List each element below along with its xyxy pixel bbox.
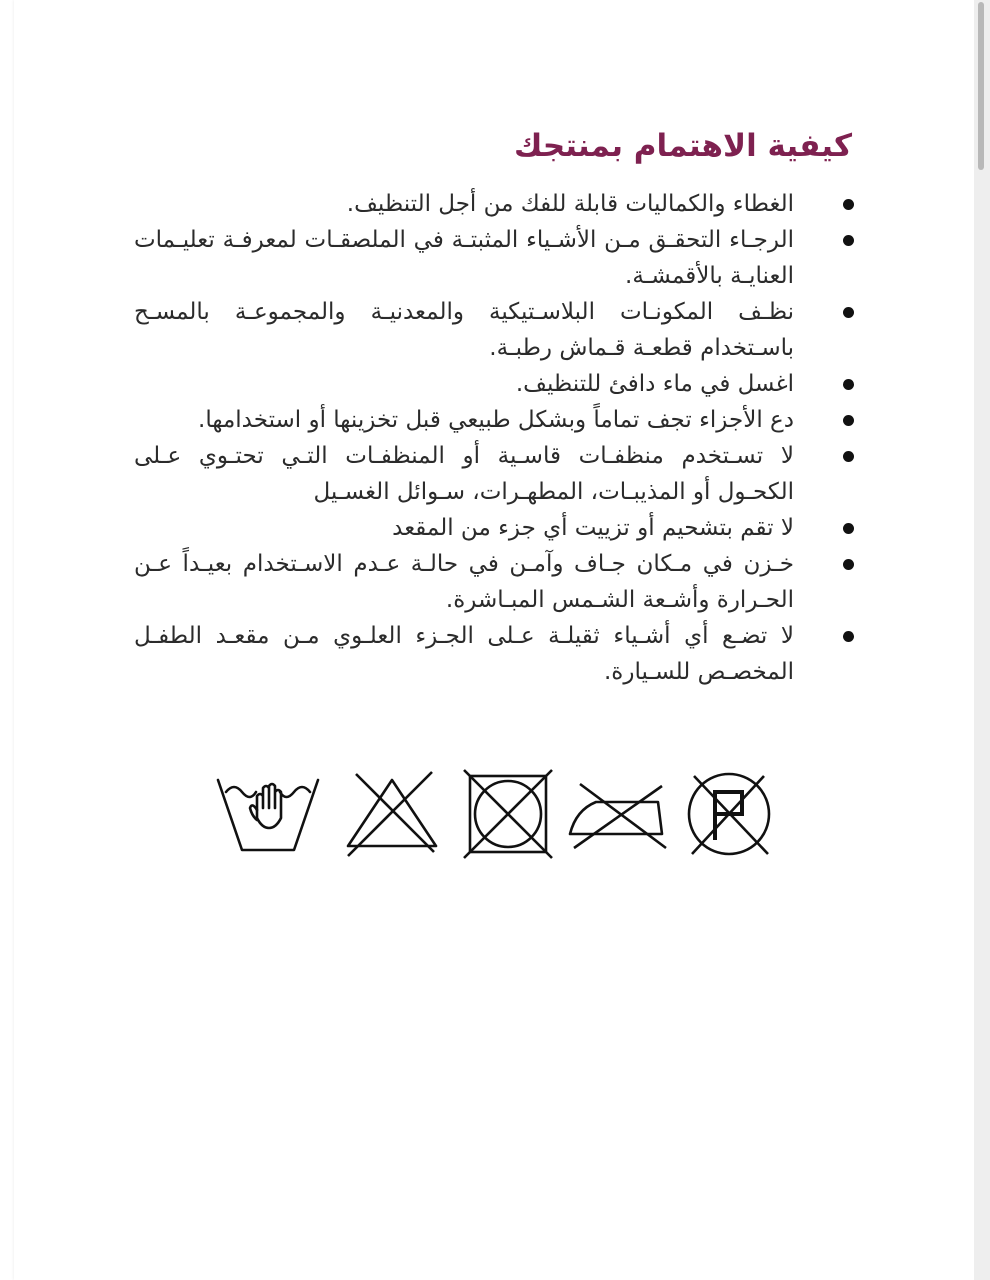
list-item-text: اغسل في ماء دافئ للتنظيف. — [515, 371, 794, 397]
do-not-tumble-dry-icon — [462, 768, 554, 864]
list-item — [134, 366, 856, 402]
bullet-icon — [843, 451, 854, 462]
do-not-dry-clean-icon — [684, 768, 774, 864]
list-item-text: لا تقم بتشحيم أو تزييت أي جزء من المقعد — [392, 515, 794, 541]
care-instructions-list — [134, 186, 856, 690]
list-item — [134, 222, 856, 294]
do-not-bleach-icon — [338, 768, 446, 864]
list-item-text: خـزن في مـكان جـاف وآمـن في حالـة عـدم الاسـتخدام بعيـداً عـن الحـرارة وأشـعة الشـمس المبـاشرة. — [134, 551, 794, 613]
list-item — [134, 186, 856, 222]
bullet-icon — [843, 307, 854, 318]
bullet-icon — [843, 199, 854, 210]
care-symbols-row — [214, 768, 774, 864]
list-item-text: نظـف المكونـات البلاسـتيكية والمعدنيـة والمجموعـة بالمسـح باسـتخدام قطعـة قـماش رطبـة. — [134, 299, 794, 361]
bullet-icon — [843, 523, 854, 534]
list-item-text: لا تضـع أي أشـياء ثقيلـة عـلى الجـزء العلـوي مـن مقعـد الطفـل المخصـص للسـيارة. — [134, 623, 794, 685]
scrollbar-track[interactable] — [974, 0, 990, 1280]
scrollbar-thumb[interactable] — [978, 2, 984, 170]
bullet-icon — [843, 631, 854, 642]
do-not-iron-icon — [566, 768, 670, 864]
list-item — [134, 510, 856, 546]
bullet-icon — [843, 415, 854, 426]
page-title: كيفية الاهتمام بمنتجك — [514, 128, 852, 164]
list-item — [134, 402, 856, 438]
bullet-icon — [843, 559, 854, 570]
list-item-text: الرجـاء التحقـق مـن الأشـياء المثبتـة في الملصقـات لمعرفـة تعليـمات العنايـة بالأقمشـة. — [134, 227, 794, 289]
hand-wash-icon — [214, 768, 322, 864]
list-item — [134, 294, 856, 366]
list-item — [134, 438, 856, 510]
bullet-icon — [843, 379, 854, 390]
list-item — [134, 546, 856, 618]
list-item-text: الغطاء والكماليات قابلة للفك من أجل التنظيف. — [346, 191, 794, 217]
list-item-text: دع الأجزاء تجف تماماً وبشكل طبيعي قبل تخزينها أو استخدامها. — [198, 407, 794, 433]
list-item-text: لا تسـتخدم منظفـات قاسـية أو المنظفـات التـي تحتـوي عـلى الكحـول أو المذيبـات، المطهـرات، سـوائل الغسـيل — [134, 443, 794, 505]
list-item — [134, 618, 856, 690]
bullet-icon — [843, 235, 854, 246]
